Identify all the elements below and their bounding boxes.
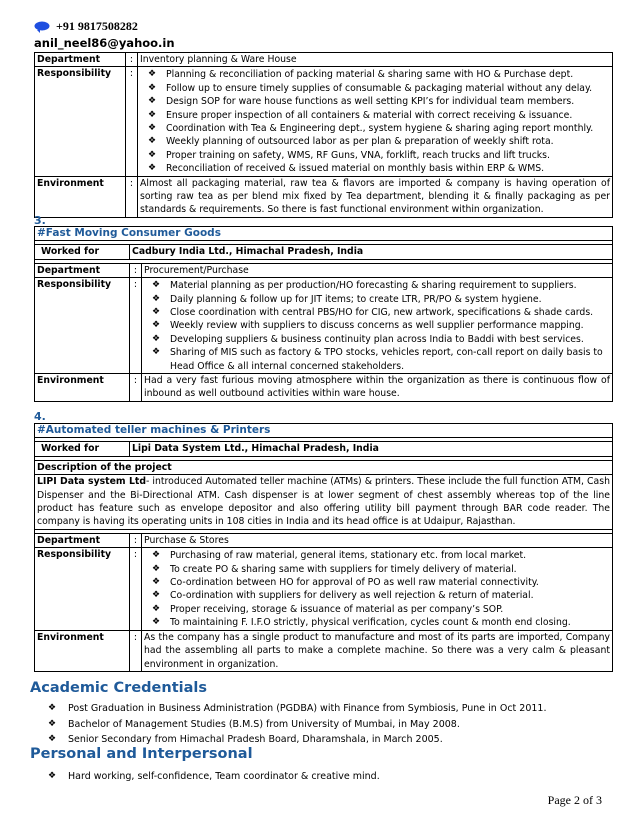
list-item: ❖ Close coordination with central PBS/HO for CIG, new artwork, specifications & shade cards. <box>148 306 610 319</box>
list-item: ❖ Weekly review with suppliers to discuss concerns as well supplier performance mapping. <box>148 319 610 332</box>
department-value: Inventory planning & Ware House <box>138 53 613 67</box>
environment-value: As the company has a single product to manufacture and most of its parts are imported, Company had the assembling all parts to make a complete machine. So there was a very calm & pleasant environment in organization. <box>142 630 613 671</box>
description-lead: LIPI Data system Ltd <box>37 476 146 488</box>
sector-heading: #Automated teller machines & Printers <box>35 424 613 438</box>
department-value: Purchase & Stores <box>142 533 613 547</box>
department-value: Procurement/Purchase <box>142 263 613 277</box>
responsibility-label: Responsibility <box>35 67 126 176</box>
list-item: ❖ Purchasing of raw material, general items, stationary etc. from local market. <box>148 549 610 562</box>
environment-label: Environment <box>35 374 130 402</box>
section-number: 4. <box>34 410 46 423</box>
list-item: ❖ To create PO & sharing same with suppliers for timely delivery of material. <box>148 563 610 576</box>
company-name: Lipi Data System Ltd., Himachal Pradesh, India <box>130 442 613 456</box>
list-item: ❖ Senior Secondary from Himachal Pradesh Board, Dharamshala, in March 2005. <box>48 732 546 748</box>
responsibility-label: Responsibility <box>35 278 130 374</box>
department-label: Department <box>35 533 130 547</box>
environment-label: Environment <box>35 176 126 217</box>
list-item: ❖ Proper receiving, storage & issuance of material as per company’s SOP. <box>148 603 610 616</box>
list-item: ❖ Developing suppliers & business continuity plan across India to Baddi with best services. <box>148 333 610 346</box>
list-item: ❖ Post Graduation in Business Administration (PGDBA) with Finance from Symbiosis, Pune in Oct 2011. <box>48 701 546 717</box>
list-item: ❖ Weekly planning of outsourced labor as per plan & preparation of weekly shift rota. <box>144 135 610 148</box>
environment-value: Almost all packaging material, raw tea & flavors are imported & company is having operation of sorting raw tea as per blend mix fixed by Tea department, blending it & finally packaging as per standards & requirements. So there is fast functional environment within organization. <box>138 176 613 217</box>
responsibility-label: Responsibility <box>35 548 130 630</box>
worked-for-label: Worked for <box>35 442 130 456</box>
list-item: ❖ Coordination with Tea & Engineering dept., system hygiene & sharing aging report monthly. <box>144 122 610 135</box>
phone-icon <box>34 21 50 33</box>
list-item: ❖ Bachelor of Management Studies (B.M.S) from University of Mumbai, in May 2008. <box>48 717 546 733</box>
list-item: ❖ Sharing of MIS such as factory & TPO stocks, vehicles report, con-call report on daily basis to Head Office & all internal concerned stakeholders. <box>148 346 610 373</box>
responsibility-list <box>144 279 610 373</box>
description-body: - introduced Automated teller machine (ATMs) & printers. These include the full function ATM, Cash Dispenser and the Bi-Directional ATM. Cash dispenser is at lower segment of chest assembly whereas top of the line product has feature such as envelope depositor and also offering utility bill payment through BAR code reader. The company is having its operating units in 108 cities in India and its head office is at Udaipur, Rajasthan. <box>37 476 610 528</box>
list-item: ❖ Co-ordination with suppliers for delivery as well rejection & return of material. <box>148 589 610 602</box>
list-item: ❖ Material planning as per production/HO forecasting & sharing requirement to suppliers. <box>148 279 610 292</box>
department-label: Department <box>35 53 126 67</box>
list-item: ❖ To maintaining F. I.F.O strictly, physical verification, cycles count & month end closing. <box>148 616 610 629</box>
personal-heading: Personal and Interpersonal <box>30 746 253 762</box>
list-item: ❖ Hard working, self-confidence, Team coordinator & creative mind. <box>48 769 380 785</box>
list-item: ❖ Planning & reconciliation of packing material & sharing same with HO & Purchase dept. <box>144 68 610 81</box>
department-label: Department <box>35 263 130 277</box>
job-block-previous: Department : Inventory planning & Ware House Responsibility : ❖ Planning & reconciliation of packing material & sharing same with HO & Purchase dept. ❖ Follow up to ensure timely supplies of consumable & packaging material without any delay. ❖ Design SOP for ware house functions as well setting KPI’s for individual team members. ❖ Ensure proper inspection of all containers & material with correct receiving & issuance. ❖ Coordination with Tea & Engineering dept., system hygiene & sharing aging report monthly. ❖ Weekly planning of outsourced labor as per plan & preparation of weekly shift rota. ❖ Proper training on safety, WMS, RF Guns, VNA, forklift, reach trucks and lift trucks. ❖ Reconciliation of received & issued material on monthly basis within ERP & WMS. Environment : Almost all packaging material, raw tea & flavors are imported & company is having operation of sorting raw tea as per blend mix fixed by Tea department, blending it & finally packaging as per standards & requirements. So there is fast functional environment within organization. <box>34 52 613 218</box>
description-text <box>35 475 613 530</box>
academic-list <box>48 701 546 748</box>
responsibility-list <box>140 68 610 175</box>
list-item: ❖ Design SOP for ware house functions as well setting KPI’s for individual team members. <box>144 95 610 108</box>
personal-list <box>48 769 380 785</box>
list-item: ❖ Follow up to ensure timely supplies of consumable & packaging material without any delay. <box>144 82 610 95</box>
list-item: ❖ Co-ordination between HO for approval of PO as well raw material connectivity. <box>148 576 610 589</box>
academic-heading: Academic Credentials <box>30 680 207 696</box>
environment-label: Environment <box>35 630 130 671</box>
list-item: ❖ Reconciliation of received & issued material on monthly basis within ERP & WMS. <box>144 162 610 175</box>
responsibility-list <box>144 549 610 629</box>
section-number: 3. <box>34 214 46 227</box>
description-label: Description of the project <box>35 460 613 474</box>
company-name: Cadbury India Ltd., Himachal Pradesh, India <box>130 245 613 259</box>
list-item: ❖ Proper training on safety, WMS, RF Guns, VNA, forklift, reach trucks and lift trucks. <box>144 149 610 162</box>
email-address: anil_neel86@yahoo.in <box>34 36 175 50</box>
phone-number: +91 9817508282 <box>56 19 138 33</box>
sector-heading: #Fast Moving Consumer Goods <box>35 227 613 241</box>
contact-phone-row <box>34 19 138 34</box>
job-block-3: #Fast Moving Consumer Goods Worked for Cadbury India Ltd., Himachal Pradesh, India Department : Procurement/Purchase Responsibility : ❖ Material planning as per production/HO forecasting & sharing requirement to suppliers. ❖ Daily planning & follow up for JIT items; to create LTR, PR/PO & system hygiene. ❖ Close coordination with central PBS/HO for CIG, new artwork, specifications & shade cards. ❖ Weekly review with suppliers to discuss concerns as well supplier performance mapping. ❖ Developing suppliers & business continuity plan across India to Baddi with best services. ❖ Sharing of MIS such as factory & TPO stocks, vehicles report, con-call report on daily basis to Head Office & all internal concerned stakeholders. Environment : Had a very fast furious moving atmosphere within the organization as there is continuous flow of inbound as well outbound activities within ware house. <box>34 226 613 402</box>
worked-for-label: Worked for <box>35 245 130 259</box>
list-item: ❖ Daily planning & follow up for JIT items; to create LTR, PR/PO & system hygiene. <box>148 293 610 306</box>
environment-value: Had a very fast furious moving atmosphere within the organization as there is continuous flow of inbound as well outbound activities within ware house. <box>142 374 613 402</box>
job-block-4: #Automated teller machines & Printers Worked for Lipi Data System Ltd., Himachal Pradesh, India Description of the project LIPI Data system Ltd- introduced Automated teller machine (ATMs) & printers. These include the full function ATM, Cash Dispenser and the Bi-Directional ATM. Cash dispenser is at lower segment of chest assembly whereas top of the line product has feature such as envelope depositor and also offering utility bill payment through BAR code reader. The company is having its operating units in 108 cities in India and its head office is at Udaipur, Rajasthan. Department : Purchase & Stores Responsibility : ❖ Purchasing of raw material, general items, stationary etc. from local market. ❖ To create PO & sharing same with suppliers for timely delivery of material. ❖ Co-ordination between HO for approval of PO as well raw material connectivity. ❖ Co-ordination with suppliers for delivery as well rejection & return of material. ❖ Proper receiving, storage & issuance of material as per company’s SOP. ❖ To maintaining F. I.F.O strictly, physical verification, cycles count & month end closing. Environment : As the company has a single product to manufacture and most of its parts are imported, Company had the assembling all parts to make a complete machine. So there was a very calm & pleasant environment in organization. <box>34 423 613 672</box>
page-number: Page 2 of 3 <box>547 793 602 807</box>
list-item: ❖ Ensure proper inspection of all containers & material with correct receiving & issuance. <box>144 109 610 122</box>
